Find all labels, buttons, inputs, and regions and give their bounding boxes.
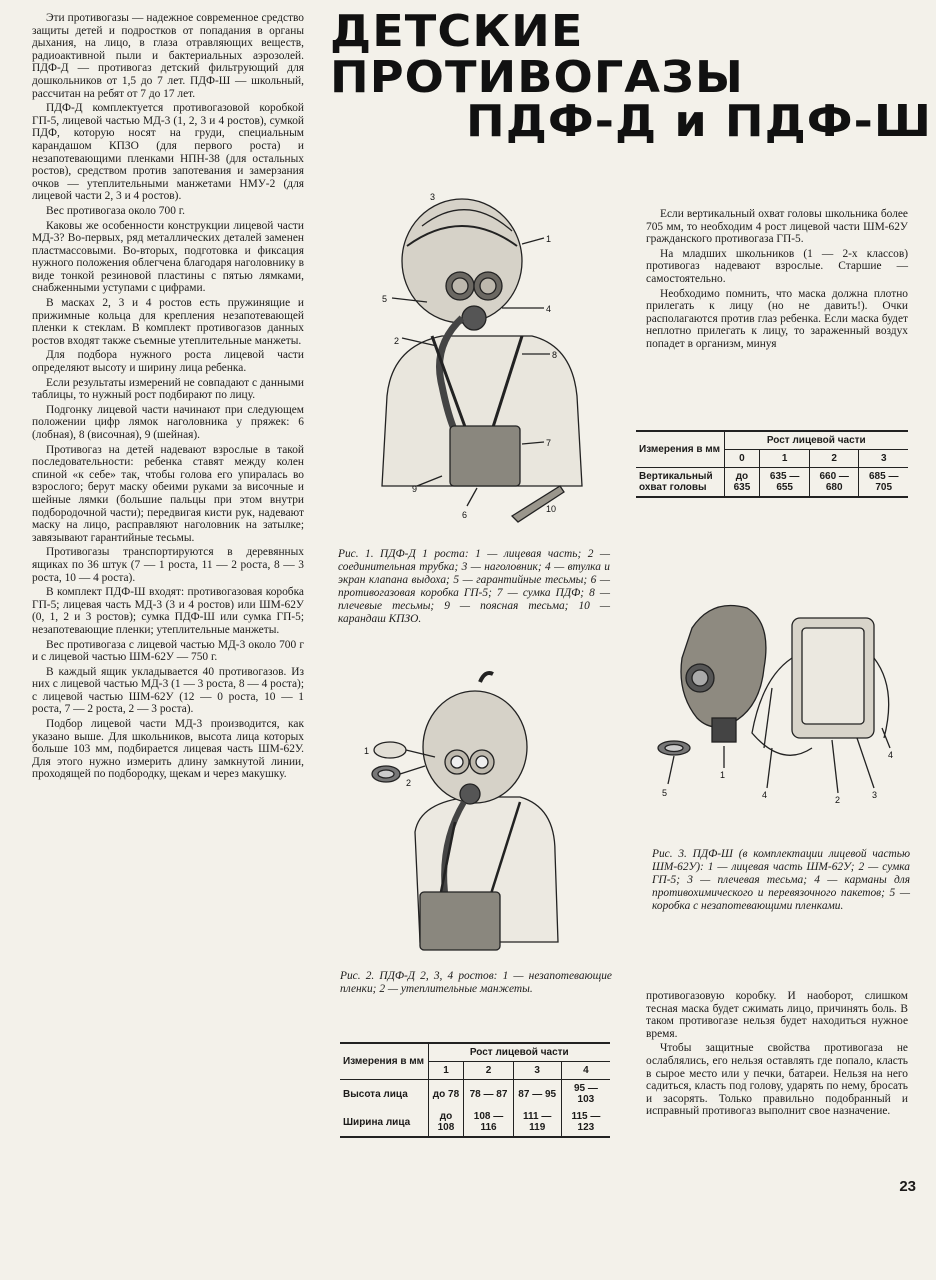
figure-1-number: 5 [382, 294, 388, 304]
table-size: 2 [809, 450, 859, 468]
table-cell: 87 — 95 [513, 1080, 561, 1109]
table-size: 3 [513, 1062, 561, 1080]
table-cell: 95 — 103 [561, 1080, 610, 1109]
paragraph: В комплект ПДФ-Ш входят: противогазовая коробка ГП-5; лицевая часть МД-3 (3 и 4 ростов) или ШМ-62У (0, 1, 2 и 3 ростов); сумка ПДФ-Ш или сумка ГП-5; незапотевающие пленки; утеплительные манжеты. [32, 586, 304, 636]
paragraph: Для подбора нужного роста лицевой части определяют высоту и ширину лица ребенка. [32, 349, 304, 375]
figure-1-caption: Рис. 1. ПДФ-Д 1 роста: 1 — лицевая часть; 2 — соединительная трубка; 3 — наголовник; 4 — втулка и экран клапана выдоха; 5 — гарантийные тесьмы; 6 — противогазовая коробка ГП-5; 7 — сумка ПДФ; 8 — плечевые тесьмы; 9 — поясная тесьма; 10 — карандаш КПЗО. [338, 548, 610, 625]
figure-1-number: 4 [546, 304, 552, 314]
paragraph: Эти противогазы — надежное современное средство защиты детей и подростков от попадания в органы дыхания, на лицо, в глаза отравляющих веществ, радиоактивной пыли и бактериальных аэрозолей. ПДФ-Д — противогаз детский фильтрующий для дошкольников от 1,5 до 7 лет. ПДФ-Ш — школьный, рассчитан на ребят от 7 до 17 лет. [32, 12, 304, 100]
figure-3-number: 4 [762, 790, 768, 800]
table-size: 1 [428, 1062, 464, 1080]
table-cell: 635 — 655 [760, 468, 810, 498]
table-row-label: Вертикальный охват головы [639, 471, 713, 493]
paragraph: Подбор лицевой части МД-3 производится, как указано выше. Для школьников, высота лица которых больше 103 мм, подбирается лицевая часть ШМ-62У. Для этого нужно измерить длину замкнутой линии, проходящей по подбородку, щекам и через макушку. [32, 718, 304, 781]
table-cell: 115 — 123 [561, 1108, 610, 1137]
figure-3-number: 2 [835, 795, 841, 805]
table-cell: 78 — 87 [464, 1080, 513, 1109]
figure-1-number: 10 [546, 504, 557, 514]
paragraph: Если вертикальный охват головы школьника более 705 мм, то необходим 4 рост лицевой части ШМ-62У гражданского противогаза ГП-5. [646, 208, 908, 246]
figure-3-caption: Рис. 3. ПДФ-Ш (в комплектации лицевой частью ШМ-62У): 1 — лицевая часть ШМ-62У; 2 — сумка ГП-5; 3 — плечевая тесьма; 4 — карманы для противохимического и перевязочного пакетов; 5 — коробка с незапотевающими пленками. [652, 848, 910, 912]
paragraph: Противогазы транспортируются в деревянных ящиках по 36 штук (7 — 1 роста, 11 — 2 роста, 8 — 3 роста, 10 — 4 роста). [32, 546, 304, 584]
figure-3-number: 5 [662, 788, 668, 798]
paragraph: Вес противогаза с лицевой частью МД-3 около 700 г и с лицевой частью ШМ-62У — 750 г. [32, 638, 304, 664]
table-cell: 111 — 119 [513, 1108, 561, 1137]
paragraph: В масках 2, 3 и 4 ростов есть пружинящие и прижимные кольца для крепления незапотевающей пленки к стеклам. В комплект противогазов данных ростов входят также съемные утеплительные манжеты. [32, 297, 304, 347]
table-header-group: Рост лицевой части [428, 1043, 610, 1062]
paragraph: Противогаз на детей надевают взрослые в такой последовательности: ребенка ставят между колен спиной «к себе» так, чтобы голова его упиралась во взрослого; берут маску обеими руками за височные и шейные лямки (большие пальцы при этом внутри подбородочной части); передвигая кисти рук, надевают маску на лицо, расправляют наголовник на затылке; завязывают гарантийные тесьмы. [32, 443, 304, 544]
table-cell: 660 — 680 [809, 468, 859, 498]
table-row [340, 1080, 610, 1109]
right-text-column-top [646, 208, 908, 353]
title-line-3: ПДФ-Д и ПДФ-Ш [466, 96, 933, 147]
figure-1-number: 7 [546, 438, 552, 448]
table-row-label: Ширина лица [343, 1116, 411, 1128]
paragraph: Если результаты измерений не совпадают с данными таблицы, то нужный рост подбирают по лицу. [32, 376, 304, 402]
paragraph: Подгонку лицевой части начинают при следующем положении цифр лямок наголовника у пряжек: 6 (лобная), 8 (височная), 9 (шейная). [32, 403, 304, 441]
figure-1-number: 1 [546, 234, 552, 244]
figure-3-number: 1 [720, 770, 726, 780]
table-cell: до 635 [724, 468, 760, 498]
paragraph: Необходимо помнить, что маска должна плотно прилегать к лицу (но не давить!). Очки располагаются против глаз ребенка. Если маска будет неплотно прилегать к лицу, то зараженный воздух попадет в организм, минуя [646, 287, 908, 350]
figure-1-number: 6 [462, 510, 468, 520]
figure-1-number: 8 [552, 350, 558, 360]
title-line-2: ПРОТИВОГАЗЫ [330, 52, 744, 103]
table-size: 1 [760, 450, 810, 468]
table-row [340, 1108, 610, 1137]
figure-2-number: 1 [364, 746, 370, 756]
table-cell: до 108 [428, 1108, 464, 1137]
head-girth-table [636, 430, 908, 498]
figure-1-number: 9 [412, 484, 418, 494]
table-row [636, 468, 908, 498]
table-header-measure: Измерения в мм [343, 1056, 425, 1067]
figure-3-illustration [652, 598, 900, 808]
table-size: 4 [561, 1062, 610, 1080]
table-cell: до 78 [428, 1080, 464, 1109]
paragraph: ПДФ-Д комплектуется противогазовой коробкой ГП-5, лицевой частью МД-3 (1, 2, 3 и 4 ростов), сумкой ПДФ, которую носят на груди, специальным карандашом КПЗО (для первого роста) и незапотевающими пленками НПН-38 (для остальных ростов), средством против запотевания и замерзания очков — утеплительными манжетами НМУ-2 (для лицевой части 2, 3 и 4 ростов). [32, 102, 304, 203]
paragraph: На младших школьников (1 — 2-х классов) противогаз надевают взрослые. Старшие — самостоятельно. [646, 247, 908, 285]
table-size: 0 [724, 450, 760, 468]
table-header-group: Рост лицевой части [724, 431, 908, 450]
table-size: 3 [859, 450, 908, 468]
face-size-table [340, 1042, 610, 1138]
paragraph: противогазовую коробку. И наоборот, слишком тесная маска будет сжимать лицо, причинять боль. В таком противогазе нельзя будет находиться нужное время. [646, 990, 908, 1040]
table-cell: 108 — 116 [464, 1108, 513, 1137]
figure-2-number: 2 [406, 778, 412, 788]
paragraph: Вес противогаза около 700 г. [46, 204, 185, 217]
figure-1-number: 2 [394, 336, 400, 346]
figure-1-number: 3 [430, 192, 436, 202]
table-cell: 685 — 705 [859, 468, 908, 498]
title-line-1: ДЕТСКИЕ [330, 6, 584, 57]
page-number: 23 [899, 1178, 916, 1195]
paragraph: Каковы же особенности конструкции лицевой части МД-3? Во-первых, ряд металлических деталей заменен пластмассовыми. Во-вторых, подготовка и фиксация нужного положения облегчена благодаря наголовнику в виде тонкой резиновой пластины с пятью лямками, снабженными уступами с цифрами. [32, 219, 304, 295]
figure-3-number: 3 [872, 790, 878, 800]
figure-2-illustration [360, 662, 570, 962]
paragraph: В каждый ящик укладывается 40 противогазов. Из них с лицевой частью МД-3 (1 — 3 роста, 8 — 4 роста); с лицевой частью ШМ-62У (12 — 0 роста, 10 — 1 роста, 7 — 2 роста, 2 — 3 роста). [32, 665, 305, 716]
right-text-column-bottom [646, 990, 908, 1120]
table-row-label: Высота лица [343, 1088, 408, 1100]
paragraph: Чтобы защитные свойства противогаза не ослаблялись, его нельзя оставлять где попало, класть в сырое место или у печки, батареи. Нельзя на него садиться, класть под голову, ударять по нему, бросать и засорять. Только правильно подобранный и исправный противогаз выполнит свое назначение. [646, 1042, 908, 1118]
figure-3-number: 4 [888, 750, 894, 760]
table-size: 2 [464, 1062, 513, 1080]
figure-2-caption: Рис. 2. ПДФ-Д 2, 3, 4 ростов: 1 — незапотевающие пленки; 2 — утеплительные манжеты. [340, 970, 612, 995]
left-text-column [32, 12, 304, 783]
table-header-measure: Измерения в мм [639, 444, 721, 455]
figure-1-illustration [372, 186, 602, 536]
